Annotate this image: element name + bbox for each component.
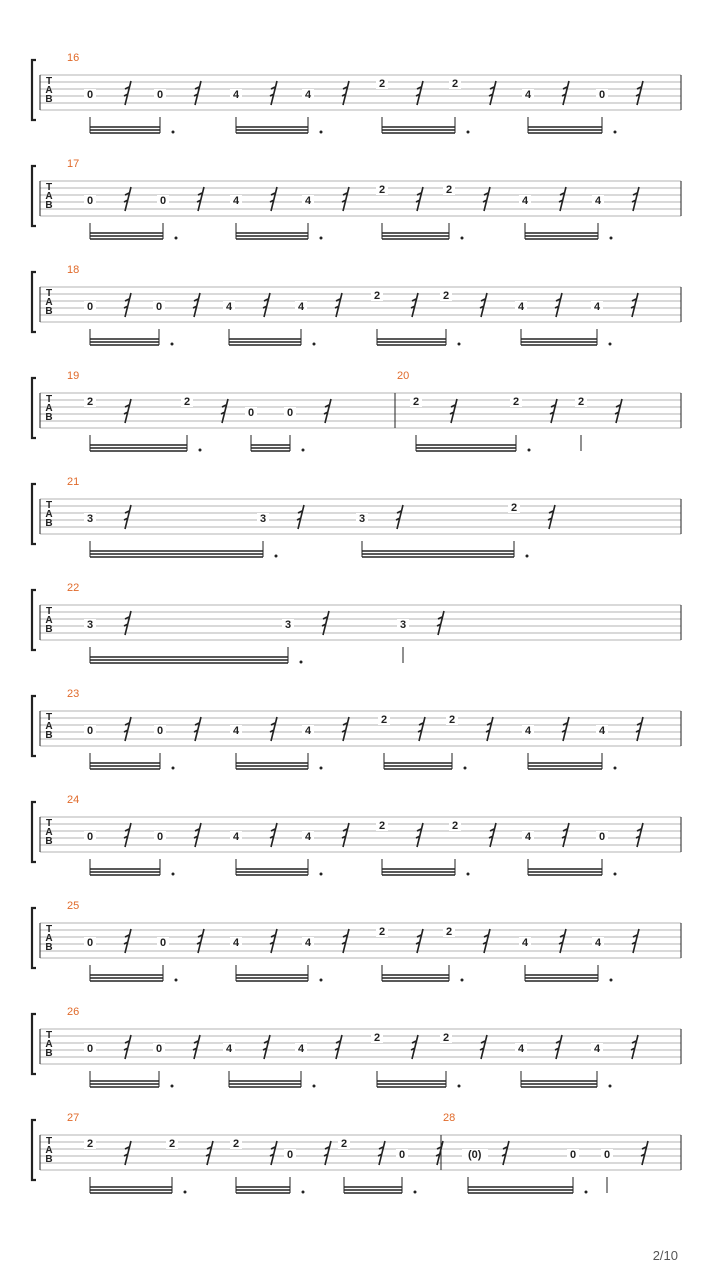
- fret-number: 2: [380, 714, 388, 726]
- tab-clef-letter: T: [45, 606, 53, 617]
- fret-number: 4: [297, 301, 305, 313]
- sixteenth-rest: [416, 823, 423, 847]
- tab-clef-letter: T: [45, 288, 53, 299]
- sixteenth-rest: [270, 187, 277, 211]
- sixteenth-rest: [194, 717, 201, 741]
- augmentation-dot: [313, 1085, 316, 1088]
- augmentation-dot: [614, 873, 617, 876]
- sixteenth-rest: [548, 505, 555, 529]
- tab-clef-letter: A: [45, 615, 53, 626]
- augmentation-dot: [609, 1085, 612, 1088]
- sixteenth-rest: [562, 823, 569, 847]
- fret-number: 4: [524, 725, 532, 737]
- sixteenth-rest: [322, 611, 329, 635]
- sixteenth-rest: [221, 399, 228, 423]
- system-brace: [32, 60, 36, 120]
- measure-number: 28: [443, 1112, 456, 1124]
- fret-number: 2: [378, 78, 386, 90]
- sixteenth-rest: [263, 293, 270, 317]
- augmentation-dot: [320, 873, 323, 876]
- tab-clef-letter: A: [45, 297, 53, 308]
- tab-clef-letter: A: [45, 85, 53, 96]
- fret-number: 2: [451, 820, 459, 832]
- sixteenth-rest: [297, 505, 304, 529]
- augmentation-dot: [320, 131, 323, 134]
- system-brace: [32, 1014, 36, 1074]
- fret-number: 2: [86, 1138, 94, 1150]
- fret-number: 0: [156, 89, 164, 101]
- augmentation-dot: [467, 131, 470, 134]
- tab-clef-letter: T: [45, 394, 53, 405]
- sixteenth-rest: [194, 823, 201, 847]
- sixteenth-rest: [437, 611, 444, 635]
- measure-number: 25: [67, 900, 80, 912]
- fret-number: 4: [593, 301, 601, 313]
- fret-number: 4: [304, 725, 312, 737]
- sixteenth-rest: [550, 399, 557, 423]
- augmentation-dot: [464, 767, 467, 770]
- sixteenth-rest: [342, 187, 349, 211]
- sixteenth-rest: [486, 717, 493, 741]
- fret-number: 4: [232, 89, 240, 101]
- fret-number: 0: [86, 195, 94, 207]
- sixteenth-rest: [124, 1035, 131, 1059]
- sixteenth-rest: [632, 929, 639, 953]
- augmentation-dot: [614, 131, 617, 134]
- sixteenth-rest: [124, 81, 131, 105]
- augmentation-dot: [302, 449, 305, 452]
- system-brace: [32, 802, 36, 862]
- sixteenth-rest: [270, 823, 277, 847]
- fret-number: 0: [286, 407, 294, 419]
- fret-number: 0: [156, 831, 164, 843]
- sixteenth-rest: [559, 187, 566, 211]
- tab-clef-letter: B: [45, 1048, 53, 1059]
- measure-number: 21: [67, 476, 80, 488]
- sixteenth-rest: [270, 81, 277, 105]
- page-number: 2/10: [652, 1248, 678, 1263]
- sixteenth-rest: [124, 611, 131, 635]
- sixteenth-rest: [636, 81, 643, 105]
- augmentation-dot: [175, 237, 178, 240]
- tab-system: [32, 52, 681, 134]
- tab-clef-letter: B: [45, 1154, 53, 1165]
- system-brace: [32, 908, 36, 968]
- fret-number: 2: [445, 926, 453, 938]
- sixteenth-rest: [263, 1035, 270, 1059]
- measure-number: 24: [67, 794, 80, 806]
- tab-system: [32, 582, 681, 664]
- sixteenth-rest: [197, 929, 204, 953]
- tab-clef-letter: B: [45, 200, 53, 211]
- augmentation-dot: [585, 1191, 588, 1194]
- fret-number: 4: [524, 831, 532, 843]
- sixteenth-rest: [124, 717, 131, 741]
- sixteenth-rest: [124, 505, 131, 529]
- measure-number: 26: [67, 1006, 80, 1018]
- fret-number: 0: [603, 1149, 611, 1161]
- fret-number: 4: [524, 89, 532, 101]
- fret-number: 0: [86, 1043, 94, 1055]
- tab-clef-letter: B: [45, 518, 53, 529]
- fret-number: 4: [232, 937, 240, 949]
- sixteenth-rest: [411, 293, 418, 317]
- tab-system: [32, 794, 681, 876]
- tab-clef-letter: T: [45, 924, 53, 935]
- augmentation-dot: [609, 343, 612, 346]
- fret-number: 4: [304, 937, 312, 949]
- tab-clef-letter: B: [45, 836, 53, 847]
- sixteenth-rest: [436, 1141, 443, 1165]
- sixteenth-rest: [480, 1035, 487, 1059]
- tab-clef-letter: B: [45, 306, 53, 317]
- fret-number: 4: [594, 195, 602, 207]
- fret-number: 4: [304, 89, 312, 101]
- fret-number: 2: [512, 396, 520, 408]
- tab-system: [32, 1112, 681, 1194]
- augmentation-dot: [614, 767, 617, 770]
- tab-clef-letter: B: [45, 412, 53, 423]
- sixteenth-rest: [124, 399, 131, 423]
- fret-number: 2: [378, 184, 386, 196]
- augmentation-dot: [610, 979, 613, 982]
- tab-clef-letter: A: [45, 827, 53, 838]
- fret-number: 0: [159, 195, 167, 207]
- fret-number: 0: [155, 301, 163, 313]
- sixteenth-rest: [555, 1035, 562, 1059]
- sixteenth-rest: [559, 929, 566, 953]
- sixteenth-rest: [631, 293, 638, 317]
- fret-number: 2: [232, 1138, 240, 1150]
- augmentation-dot: [313, 343, 316, 346]
- sixteenth-rest: [335, 293, 342, 317]
- augmentation-dot: [172, 873, 175, 876]
- augmentation-dot: [171, 1085, 174, 1088]
- tab-clef-letter: T: [45, 76, 53, 87]
- tab-system: [32, 900, 681, 982]
- augmentation-dot: [610, 237, 613, 240]
- augmentation-dot: [172, 131, 175, 134]
- sixteenth-rest: [483, 929, 490, 953]
- augmentation-dot: [414, 1191, 417, 1194]
- sixteenth-rest: [193, 293, 200, 317]
- sixteenth-rest: [483, 187, 490, 211]
- sixteenth-rest: [450, 399, 457, 423]
- sixteenth-rest: [632, 187, 639, 211]
- fret-number: 4: [304, 195, 312, 207]
- tab-clef-letter: T: [45, 1136, 53, 1147]
- system-brace: [32, 696, 36, 756]
- sixteenth-rest: [631, 1035, 638, 1059]
- sixteenth-rest: [489, 823, 496, 847]
- augmentation-dot: [467, 873, 470, 876]
- sixteenth-rest: [416, 81, 423, 105]
- sixteenth-rest: [193, 1035, 200, 1059]
- sixteenth-rest: [378, 1141, 385, 1165]
- fret-number: 3: [86, 513, 94, 525]
- augmentation-dot: [199, 449, 202, 452]
- augmentation-dot: [275, 555, 278, 558]
- augmentation-dot: [171, 343, 174, 346]
- fret-number: 2: [451, 78, 459, 90]
- sixteenth-rest: [636, 823, 643, 847]
- tab-clef-letter: T: [45, 712, 53, 723]
- tab-system: [32, 370, 681, 452]
- tab-system: [32, 158, 681, 240]
- fret-number: 4: [521, 195, 529, 207]
- augmentation-dot: [458, 343, 461, 346]
- sixteenth-rest: [124, 293, 131, 317]
- tab-clef-letter: T: [45, 500, 53, 511]
- sixteenth-rest: [342, 717, 349, 741]
- fret-number: 4: [225, 301, 233, 313]
- sixteenth-rest: [270, 929, 277, 953]
- fret-number: 0: [286, 1149, 294, 1161]
- fret-number: 4: [593, 1043, 601, 1055]
- sixteenth-rest: [206, 1141, 213, 1165]
- sixteenth-rest: [124, 187, 131, 211]
- augmentation-dot: [458, 1085, 461, 1088]
- fret-number: 0: [159, 937, 167, 949]
- sixteenth-rest: [342, 81, 349, 105]
- fret-number: 4: [521, 937, 529, 949]
- measure-number: 19: [67, 370, 80, 382]
- sixteenth-rest: [124, 1141, 131, 1165]
- sixteenth-rest: [197, 187, 204, 211]
- measure-number: 27: [67, 1112, 80, 1124]
- augmentation-dot: [461, 979, 464, 982]
- measure-number: 16: [67, 52, 80, 64]
- system-brace: [32, 590, 36, 650]
- measure-number: 20: [397, 370, 410, 382]
- tab-clef-letter: A: [45, 933, 53, 944]
- tab-clef-letter: B: [45, 624, 53, 635]
- fret-number: 0: [398, 1149, 406, 1161]
- fret-number: 2: [412, 396, 420, 408]
- sixteenth-rest: [335, 1035, 342, 1059]
- measure-number: 18: [67, 264, 80, 276]
- fret-number: 0: [86, 301, 94, 313]
- fret-number: 2: [442, 1032, 450, 1044]
- fret-number: 4: [598, 725, 606, 737]
- fret-number: 4: [517, 301, 525, 313]
- fret-number: 0: [86, 831, 94, 843]
- fret-number: 2: [183, 396, 191, 408]
- tab-clef-letter: A: [45, 403, 53, 414]
- tab-clef-letter: A: [45, 191, 53, 202]
- sixteenth-rest: [416, 929, 423, 953]
- fret-number: 0: [598, 89, 606, 101]
- sixteenth-rest: [194, 81, 201, 105]
- fret-number: 2: [86, 396, 94, 408]
- fret-number: 3: [358, 513, 366, 525]
- system-brace: [32, 166, 36, 226]
- sixteenth-rest: [416, 187, 423, 211]
- tab-clef-letter: A: [45, 721, 53, 732]
- fret-number: 0: [86, 89, 94, 101]
- fret-number: 0: [247, 407, 255, 419]
- system-brace: [32, 272, 36, 332]
- fret-number: 4: [594, 937, 602, 949]
- fret-number: 2: [340, 1138, 348, 1150]
- augmentation-dot: [300, 661, 303, 664]
- augmentation-dot: [172, 767, 175, 770]
- sixteenth-rest: [502, 1141, 509, 1165]
- augmentation-dot: [320, 767, 323, 770]
- fret-number: 2: [445, 184, 453, 196]
- tab-clef-letter: A: [45, 1145, 53, 1156]
- sixteenth-rest: [615, 399, 622, 423]
- system-brace: [32, 1120, 36, 1180]
- tab-clef-letter: B: [45, 942, 53, 953]
- fret-number: 2: [373, 1032, 381, 1044]
- tab-clef-letter: T: [45, 182, 53, 193]
- tab-clef-letter: A: [45, 1039, 53, 1050]
- fret-number: 4: [225, 1043, 233, 1055]
- fret-number: 4: [297, 1043, 305, 1055]
- tab-system: [32, 476, 681, 558]
- augmentation-dot: [461, 237, 464, 240]
- sixteenth-rest: [555, 293, 562, 317]
- sixteenth-rest: [641, 1141, 648, 1165]
- fret-number: 2: [577, 396, 585, 408]
- tab-clef-letter: T: [45, 818, 53, 829]
- fret-number: 0: [86, 725, 94, 737]
- sixteenth-rest: [324, 1141, 331, 1165]
- augmentation-dot: [184, 1191, 187, 1194]
- tab-system: [32, 1006, 681, 1088]
- fret-number: 0: [156, 725, 164, 737]
- sixteenth-rest: [636, 717, 643, 741]
- sixteenth-rest: [489, 81, 496, 105]
- measure-number: 22: [67, 582, 80, 594]
- augmentation-dot: [175, 979, 178, 982]
- fret-number: 2: [373, 290, 381, 302]
- fret-number: 3: [259, 513, 267, 525]
- fret-number: 0: [569, 1149, 577, 1161]
- sixteenth-rest: [324, 399, 331, 423]
- sixteenth-rest: [342, 823, 349, 847]
- fret-number: 2: [378, 820, 386, 832]
- fret-number: 2: [378, 926, 386, 938]
- sixteenth-rest: [270, 1141, 277, 1165]
- fret-number: 0: [155, 1043, 163, 1055]
- fret-number: 2: [442, 290, 450, 302]
- fret-number: 3: [399, 619, 407, 631]
- sixteenth-rest: [480, 293, 487, 317]
- fret-number: 4: [232, 831, 240, 843]
- augmentation-dot: [320, 979, 323, 982]
- augmentation-dot: [320, 237, 323, 240]
- measure-number: 23: [67, 688, 80, 700]
- augmentation-dot: [528, 449, 531, 452]
- fret-number: 2: [510, 502, 518, 514]
- measure-number: 17: [67, 158, 80, 170]
- sixteenth-rest: [342, 929, 349, 953]
- augmentation-dot: [302, 1191, 305, 1194]
- fret-number: 4: [304, 831, 312, 843]
- tab-clef-letter: A: [45, 509, 53, 520]
- fret-number: 0: [86, 937, 94, 949]
- fret-number: 0: [598, 831, 606, 843]
- sixteenth-rest: [418, 717, 425, 741]
- system-brace: [32, 378, 36, 438]
- system-brace: [32, 484, 36, 544]
- sixteenth-rest: [124, 929, 131, 953]
- fret-number: 2: [448, 714, 456, 726]
- sixteenth-rest: [270, 717, 277, 741]
- fret-number: (0): [468, 1149, 482, 1161]
- fret-number: 3: [86, 619, 94, 631]
- fret-number: 3: [284, 619, 292, 631]
- tab-system: [32, 264, 681, 346]
- tab-clef-letter: B: [45, 730, 53, 741]
- sixteenth-rest: [396, 505, 403, 529]
- sixteenth-rest: [562, 717, 569, 741]
- augmentation-dot: [526, 555, 529, 558]
- tab-clef-letter: B: [45, 94, 53, 105]
- sixteenth-rest: [124, 823, 131, 847]
- fret-number: 4: [232, 725, 240, 737]
- sixteenth-rest: [562, 81, 569, 105]
- tab-clef-letter: T: [45, 1030, 53, 1041]
- tab-system: [32, 688, 681, 770]
- fret-number: 4: [517, 1043, 525, 1055]
- fret-number: 2: [168, 1138, 176, 1150]
- sixteenth-rest: [411, 1035, 418, 1059]
- fret-number: 4: [232, 195, 240, 207]
